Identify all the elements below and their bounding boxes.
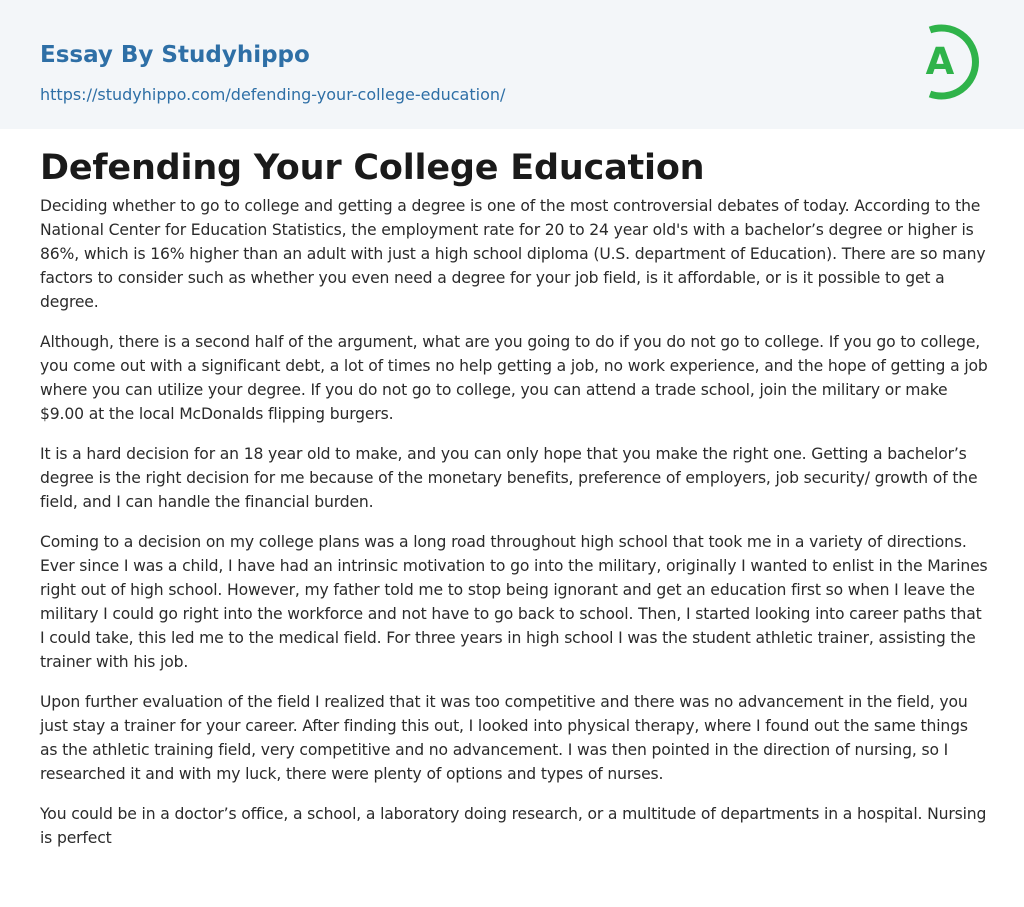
essay-body xyxy=(40,194,990,866)
logo-letter: A xyxy=(925,40,955,83)
essay-paragraph: Deciding whether to go to college and getting a degree is one of the most controversial debates of today. According to the National Center for Education Statistics, the employment rate for 20 to 24 year old's with a bachelor’s degree or higher is 86%, which is 16% higher than an adult with just a high school diploma (U.S. department of Education). There are so many factors to consider such as whether you even need a degree for your job field, is it affordable, or is it possible to get a degree. xyxy=(40,197,986,311)
brand-title[interactable]: Essay By Studyhippo xyxy=(40,42,310,68)
essay-title: Defending Your College Education xyxy=(40,148,705,188)
essay-url-link[interactable]: https://studyhippo.com/defending-your-college-education/ xyxy=(40,85,506,104)
essay-paragraph: Although, there is a second half of the argument, what are you going to do if you do not go to college. If you go to college, you come out with a significant debt, a lot of times no help getting a job, no work experience, and the hope of getting a job where you can utilize your degree. If you do not go to college, you can attend a trade school, join the military or make $9.00 at the local McDonalds flipping burgers. xyxy=(40,333,988,423)
essay-paragraph: You could be in a doctor’s office, a school, a laboratory doing research, or a multitude of departments in a hospital. Nursing is perfect xyxy=(40,805,987,847)
essay-paragraph: Coming to a decision on my college plans was a long road throughout high school that took me in a variety of directions. Ever since I was a child, I have had an intrinsic motivation to go into the military, originally I wanted to enlist in the Marines right out of high school. However, my father told me to stop being ignorant and get an education first so when I leave the military I could go right into the workforce and not have to go back to school. Then, I started looking into career paths that I could take, this led me to the medical field. For three years in high school I was the student athletic trainer, assisting the trainer with his job. xyxy=(40,533,988,671)
essay-paragraph: Upon further evaluation of the field I realized that it was too competitive and there was no advancement in the field, you just stay a trainer for your career. After finding this out, I looked into physical therapy, where I found out the same things as the athletic training field, very competitive and no advancement. I was then pointed in the direction of nursing, so I researched it and with my luck, there were plenty of options and types of nurses. xyxy=(40,693,968,783)
essay-paragraph: It is a hard decision for an 18 year old to make, and you can only hope that you make the right one. Getting a bachelor’s degree is the right decision for me because of the monetary benefits, preference of employers, job security/ growth of the field, and I can handle the financial burden. xyxy=(40,445,978,511)
studyhippo-logo-icon[interactable] xyxy=(912,18,986,106)
